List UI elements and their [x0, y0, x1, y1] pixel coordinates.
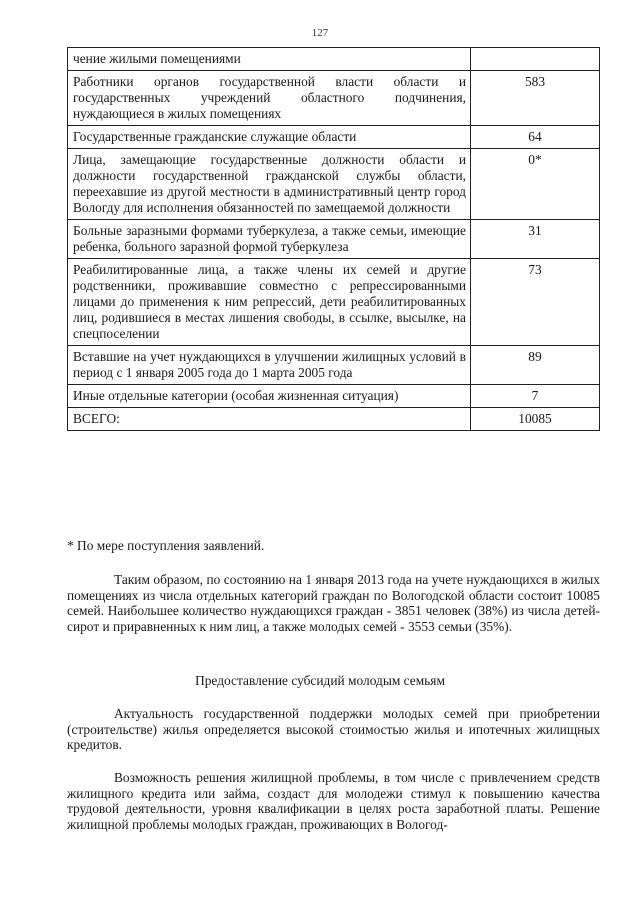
table-row	[68, 126, 600, 149]
footnote: * По мере поступления заявлений.	[67, 538, 265, 553]
category-cell: Вставшие на учет нуждающихся в улучшении жилищных условий в период с 1 января 2005 года до 1 марта 2005 года	[68, 346, 471, 385]
category-cell: Лица, замещающие государственные должности области и должности государственной гражданской службы области, переехавшие из другой местности в административный центр город Вологду для исполнения обязанностей по замещаемой должности	[68, 149, 471, 220]
category-cell: Больные заразными формами туберкулеза, а также семьи, имеющие ребенка, больного заразной формой туберкулеза	[68, 220, 471, 259]
count-cell: 73	[471, 259, 600, 346]
category-cell: Реабилитированные лица, а также члены их семей и другие родственники, проживавшие совместно с репрессированными лицами до применения к ним репрессий, дети реабилитированных лиц, родившиеся в местах лишения свободы, в ссылке, высылке, на спецпоселении	[68, 259, 471, 346]
table-row	[68, 220, 600, 259]
category-cell: Работники органов государственной власти области и государственных учреждений областного подчинения, нуждающиеся в жилых помещениях	[68, 71, 471, 126]
total-label-cell: ВСЕГО:	[68, 408, 471, 431]
housing-solution-paragraph: Возможность решения жилищной проблемы, в том числе с привлечением средств жилищного кредита или займа, создаст для молодежи стимул к повышению качества трудовой деятельности, уровня квалификации в целях роста заработной платы. Решение жилищной проблемы молодых граждан, проживающих в Вологод-	[67, 770, 600, 832]
housing-categories-table	[67, 47, 600, 431]
count-cell: 583	[471, 71, 600, 126]
page-number: 127	[311, 27, 329, 39]
total-value-cell: 10085	[471, 408, 600, 431]
count-cell: 89	[471, 346, 600, 385]
category-cell: Иные отдельные категории (особая жизненная ситуация)	[68, 385, 471, 408]
category-cell: чение жилыми помещениями	[68, 48, 471, 71]
count-cell: 0*	[471, 149, 600, 220]
total-row	[68, 408, 600, 431]
summary-paragraph: Таким образом, по состоянию на 1 января 2013 года на учете нуждающихся в жилых помещениях из числа отдельных категорий граждан по Вологодской области состоит 10085 семей. Наибольшее количество нуждающихся граждан - 3851 человек (38%) из числа детей-сирот и приравненных к ним лиц, а также молодых семей - 3553 семьи (35%).	[67, 572, 600, 634]
table-row	[68, 259, 600, 346]
table-row	[68, 48, 600, 71]
table-row	[68, 346, 600, 385]
count-cell: 64	[471, 126, 600, 149]
table-row	[68, 149, 600, 220]
relevance-paragraph: Актуальность государственной поддержки молодых семей при приобретении (строительстве) жилья определяется высокой стоимостью жилья и ипотечных жилищных кредитов.	[67, 706, 600, 753]
section-heading: Предоставление субсидий молодым семьям	[195, 673, 445, 688]
count-cell: 31	[471, 220, 600, 259]
count-cell: 7	[471, 385, 600, 408]
table-row	[68, 385, 600, 408]
count-cell	[471, 48, 600, 71]
category-cell: Государственные гражданские служащие области	[68, 126, 471, 149]
table-row	[68, 71, 600, 126]
